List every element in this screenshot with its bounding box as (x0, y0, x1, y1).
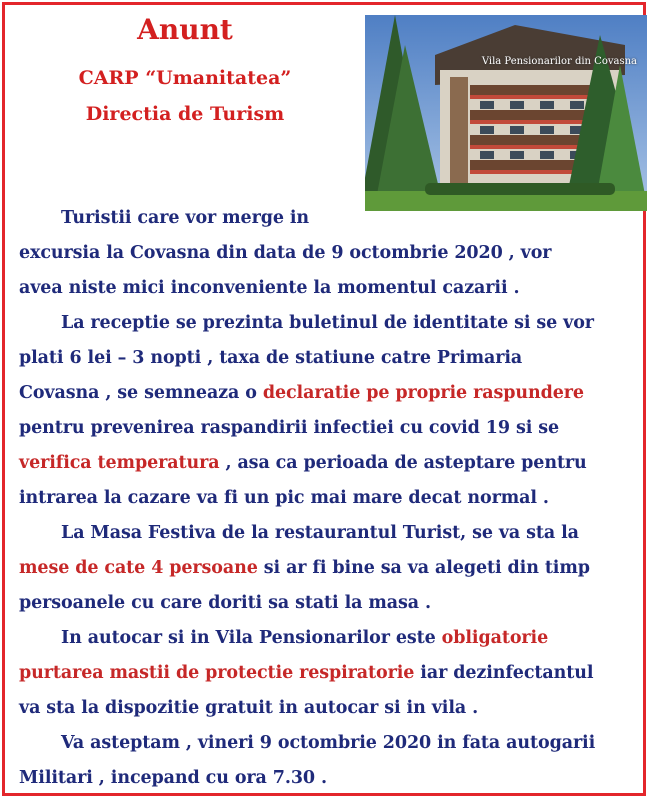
highlighted-text: obligatorie (441, 628, 549, 648)
highlighted-text: mese de cate 4 persoane (19, 558, 258, 578)
announcement-title: Anunt (137, 13, 233, 46)
paragraph-line: Turistii care vor merge in (61, 208, 310, 228)
paragraph-line: Va asteptam , vineri 9 octombrie 2020 in fata autogarii (61, 733, 596, 753)
villa-photo-illustration (365, 15, 647, 211)
text-segment: si ar fi bine sa va alegeti din timp (257, 558, 590, 578)
highlighted-text: declaratie pe proprie raspundere (262, 383, 584, 403)
paragraph-line (19, 446, 645, 481)
paragraph-line (19, 551, 645, 586)
paragraph-line (19, 621, 645, 656)
text-segment: iar dezinfectantul (414, 663, 594, 683)
highlighted-text: verifica temperatura (19, 453, 220, 473)
organization-name: CARP “Umanitatea” (78, 67, 292, 89)
photo-caption: Vila Pensionarilor din Covasna (481, 56, 637, 67)
text-segment: In autocar si in Vila Pensionarilor este (61, 628, 442, 648)
paragraph-line: persoanele cu care doriti sa stati la masa . (19, 593, 431, 613)
paragraph-line: pentru prevenirea raspandirii infectiei cu covid 19 si se (19, 418, 560, 438)
villa-photo (365, 15, 647, 211)
announcement-frame (2, 2, 646, 796)
paragraph-line (19, 376, 645, 411)
paragraph-line: intrarea la cazare va fi un pic mai mare decat normal . (19, 488, 549, 508)
text-segment: , asa ca perioada de asteptare pentru (219, 453, 587, 473)
announcement-body (19, 201, 645, 796)
paragraph-line: La Masa Festiva de la restaurantul Turist, se va sta la (61, 523, 579, 543)
paragraph-line: plati 6 lei – 3 nopti , taxa de statiune catre Primaria (19, 348, 523, 368)
department-name: Directia de Turism (85, 103, 285, 125)
paragraph-line: va sta la dispozitie gratuit in autocar si in vila . (19, 698, 479, 718)
paragraph-line: avea niste mici inconveniente la momentul cazarii . (19, 278, 520, 298)
highlighted-text: purtarea mastii de protectie respiratorie (19, 663, 415, 683)
paragraph-line: Militari , incepand cu ora 7.30 . (19, 768, 327, 788)
paragraph-line: La receptie se prezinta buletinul de identitate si se vor (61, 313, 594, 333)
paragraph-line: excursia la Covasna din data de 9 octombrie 2020 , vor (19, 243, 552, 263)
paragraph-line (19, 656, 645, 691)
text-segment: Covasna , se semneaza o (19, 383, 263, 403)
